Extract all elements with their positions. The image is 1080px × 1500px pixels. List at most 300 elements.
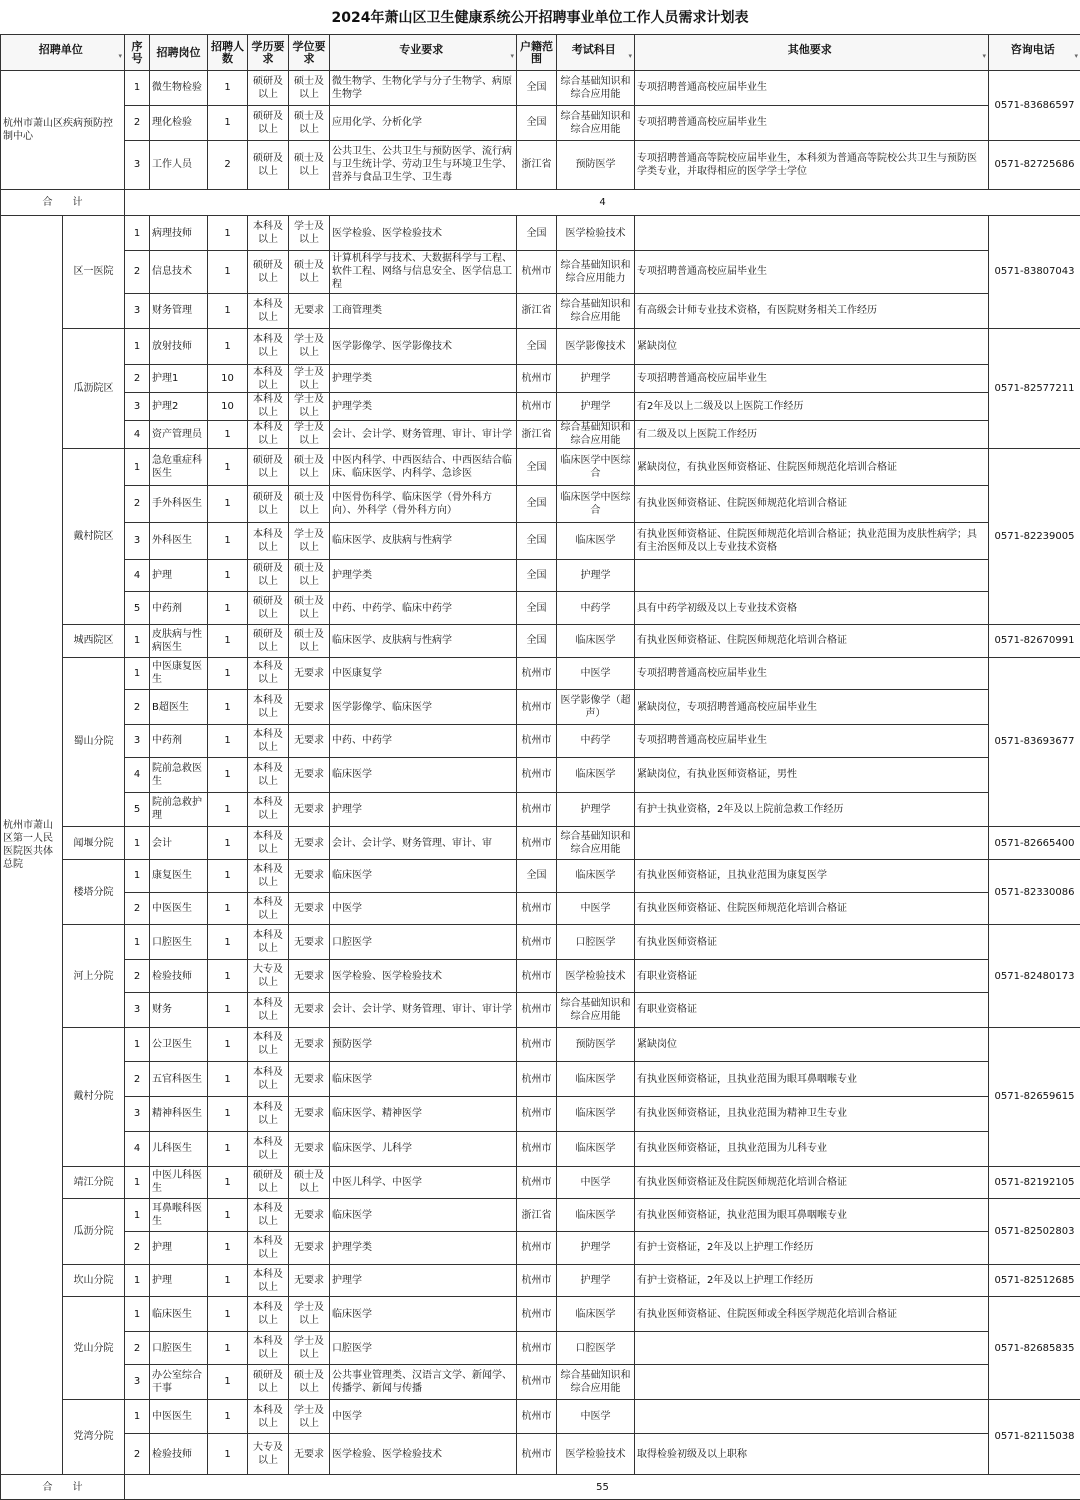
seq-cell: 4 bbox=[125, 559, 150, 592]
position-cell bbox=[150, 449, 208, 486]
total-row bbox=[1, 189, 1080, 216]
other-cell-text: 取得检验初级及以上职称 bbox=[637, 1448, 748, 1460]
other-cell-text: 有执业医师资格证，且执业范围为儿科专业 bbox=[637, 1143, 828, 1155]
hukou-cell bbox=[517, 960, 557, 993]
hukou-cell-text: 杭州市 bbox=[521, 803, 552, 815]
other-cell-text: 有执业医师资格证，且执业范围为康复医学 bbox=[637, 870, 828, 882]
hukou-cell-text: 杭州市 bbox=[521, 1342, 552, 1354]
education-cell-text: 本科及以上 bbox=[253, 394, 284, 419]
degree-cell-text: 学士及以上 bbox=[294, 1302, 325, 1327]
education-cell-text: 本科及以上 bbox=[253, 422, 284, 447]
hukou-cell bbox=[517, 757, 557, 792]
total-value: 55 bbox=[125, 1475, 1080, 1500]
exam-cell-text: 临床医学中医综合 bbox=[560, 455, 631, 480]
degree-cell bbox=[289, 592, 330, 625]
degree-cell-text: 硕士及以上 bbox=[294, 491, 325, 516]
education-cell bbox=[248, 559, 289, 592]
exam-cell-text: 临床医学 bbox=[575, 1209, 616, 1221]
position-cell-text: 院前急救护理 bbox=[152, 797, 203, 822]
table-row bbox=[1, 892, 1080, 925]
department-cell: 党山分院 bbox=[63, 1297, 125, 1399]
header-cell[interactable]: 咨询电话 ▾ bbox=[989, 35, 1080, 71]
major-cell-text: 公共卫生、公共卫生与预防医学、流行病与卫生统计学、劳动卫生与环境卫生学、营养与食品卫生学、卫生毒 bbox=[332, 146, 513, 184]
other-cell-text: 专项招聘普通高校应届毕业生 bbox=[637, 373, 768, 385]
education-cell bbox=[248, 960, 289, 993]
hukou-cell bbox=[517, 1027, 557, 1062]
filter-dropdown-icon[interactable]: ▾ bbox=[510, 51, 515, 60]
education-cell bbox=[248, 1027, 289, 1062]
header-cell[interactable]: 考试科目 ▾ bbox=[557, 35, 635, 71]
other-cell bbox=[635, 624, 989, 657]
major-cell-text: 会计、会计学、财务管理、审计、审计学 bbox=[332, 428, 513, 440]
other-cell-text: 有二级及以上医院工作经历 bbox=[637, 428, 758, 440]
other-cell bbox=[635, 1199, 989, 1232]
exam-cell-text: 护理学 bbox=[580, 1275, 611, 1287]
major-cell bbox=[330, 757, 517, 792]
other-cell bbox=[635, 328, 989, 365]
hukou-cell bbox=[517, 1199, 557, 1232]
position-cell-text: 护理1 bbox=[152, 373, 179, 385]
department-cell: 靖江分院 bbox=[63, 1166, 125, 1199]
header-cell[interactable]: 招聘人数 bbox=[208, 35, 248, 71]
position-cell-text: 护理2 bbox=[152, 400, 179, 412]
degree-cell-text: 学士及以上 bbox=[294, 422, 325, 447]
major-cell-text: 临床医学 bbox=[332, 1073, 373, 1085]
position-cell-text: 办公室综合干事 bbox=[152, 1369, 203, 1394]
other-cell bbox=[635, 1297, 989, 1332]
hukou-cell bbox=[517, 105, 557, 140]
exam-cell-text: 口腔医学 bbox=[575, 1342, 616, 1354]
table-row bbox=[1, 140, 1080, 189]
hukou-cell bbox=[517, 1399, 557, 1434]
degree-cell bbox=[289, 925, 330, 960]
education-cell bbox=[248, 1434, 289, 1475]
position-cell-text: 皮肤病与性病医生 bbox=[152, 628, 203, 653]
seq-cell: 1 bbox=[125, 1399, 150, 1434]
exam-cell-text: 综合基础知识和综合应用能力 bbox=[560, 259, 631, 284]
phone-cell: 0571-82115038 bbox=[989, 1399, 1080, 1475]
other-cell bbox=[635, 657, 989, 690]
other-cell-text: 紧缺岗位 bbox=[637, 340, 678, 352]
exam-cell-text: 护理学 bbox=[580, 569, 611, 581]
other-cell bbox=[635, 725, 989, 758]
header-cell[interactable]: 学历要求 bbox=[248, 35, 289, 71]
table-row bbox=[1, 1166, 1080, 1199]
hukou-cell bbox=[517, 1097, 557, 1132]
degree-cell-text: 学士及以上 bbox=[294, 334, 325, 359]
exam-cell bbox=[557, 792, 635, 827]
hukou-cell-text: 杭州市 bbox=[521, 769, 552, 781]
degree-cell bbox=[289, 328, 330, 365]
degree-cell-text: 无要求 bbox=[294, 667, 325, 679]
count-cell: 1 bbox=[208, 1166, 248, 1199]
seq-cell: 4 bbox=[125, 1131, 150, 1166]
table-row bbox=[1, 1131, 1080, 1166]
count-cell: 1 bbox=[208, 105, 248, 140]
position-cell bbox=[150, 1166, 208, 1199]
count-cell: 1 bbox=[208, 1062, 248, 1097]
major-cell-text: 临床医学 bbox=[332, 870, 373, 882]
other-cell bbox=[635, 1264, 989, 1297]
major-cell-text: 口腔医学 bbox=[332, 936, 373, 948]
degree-cell bbox=[289, 1297, 330, 1332]
education-cell-text: 本科及以上 bbox=[253, 797, 284, 822]
degree-cell bbox=[289, 690, 330, 725]
position-cell-text: 急危重症科医生 bbox=[152, 455, 203, 480]
major-cell-text: 微生物学、生物化学与分子生物学、病原生物学 bbox=[332, 75, 513, 100]
education-cell bbox=[248, 827, 289, 860]
other-cell bbox=[635, 1232, 989, 1265]
education-cell-text: 硕研及以上 bbox=[253, 259, 284, 284]
seq-cell: 2 bbox=[125, 250, 150, 293]
seq-cell: 1 bbox=[125, 925, 150, 960]
exam-cell-text: 护理学 bbox=[580, 1242, 611, 1254]
other-cell-text: 紧缺岗位，有执业医师资格证，男性 bbox=[637, 769, 798, 781]
education-cell-text: 本科及以上 bbox=[253, 728, 284, 753]
position-cell-text: 口腔医生 bbox=[152, 1342, 193, 1354]
position-cell bbox=[150, 925, 208, 960]
exam-cell bbox=[557, 860, 635, 893]
education-cell bbox=[248, 216, 289, 251]
hukou-cell-text: 全国 bbox=[526, 569, 547, 581]
education-cell bbox=[248, 522, 289, 559]
exam-cell-text: 临床医学 bbox=[575, 635, 616, 647]
hukou-cell-text: 杭州市 bbox=[521, 667, 552, 679]
education-cell-text: 本科及以上 bbox=[253, 997, 284, 1022]
count-cell: 1 bbox=[208, 71, 248, 106]
table-row bbox=[1, 725, 1080, 758]
degree-cell bbox=[289, 293, 330, 328]
position-cell bbox=[150, 1131, 208, 1166]
major-cell-text: 临床医学 bbox=[332, 1308, 373, 1320]
major-cell-text: 护理学类 bbox=[332, 1242, 373, 1254]
other-cell-text: 具有中药学初级及以上专业技术资格 bbox=[637, 602, 798, 614]
exam-cell bbox=[557, 216, 635, 251]
exam-cell-text: 综合基础知识和综合应用能 bbox=[560, 997, 631, 1022]
major-cell-text: 应用化学、分析化学 bbox=[332, 117, 423, 129]
hukou-cell-text: 杭州市 bbox=[521, 1448, 552, 1460]
major-cell bbox=[330, 1131, 517, 1166]
education-cell bbox=[248, 328, 289, 365]
count-cell: 1 bbox=[208, 1264, 248, 1297]
degree-cell-text: 学士及以上 bbox=[294, 366, 325, 391]
position-cell bbox=[150, 757, 208, 792]
major-cell bbox=[330, 1027, 517, 1062]
other-cell bbox=[635, 216, 989, 251]
position-cell bbox=[150, 1264, 208, 1297]
hukou-cell bbox=[517, 1264, 557, 1297]
degree-cell bbox=[289, 1166, 330, 1199]
hukou-cell bbox=[517, 140, 557, 189]
degree-cell bbox=[289, 1332, 330, 1365]
header-cell[interactable]: 专业要求 ▾ bbox=[330, 35, 517, 71]
education-cell bbox=[248, 1332, 289, 1365]
other-cell-text: 有护士执业资格，2年及以上院前急救工作经历 bbox=[637, 803, 844, 815]
hukou-cell bbox=[517, 559, 557, 592]
department-cell: 党湾分院 bbox=[63, 1399, 125, 1475]
education-cell bbox=[248, 420, 289, 449]
exam-cell bbox=[557, 522, 635, 559]
major-cell-text: 中医儿科学、中医学 bbox=[332, 1176, 423, 1188]
seq-cell: 2 bbox=[125, 1232, 150, 1265]
exam-cell bbox=[557, 420, 635, 449]
seq-cell: 1 bbox=[125, 1264, 150, 1297]
other-cell bbox=[635, 925, 989, 960]
major-cell-text: 医学影像学、医学影像技术 bbox=[332, 340, 453, 352]
education-cell-text: 大专及以上 bbox=[253, 964, 284, 988]
exam-cell-text: 预防医学 bbox=[575, 159, 616, 171]
other-cell-text: 有2年及以上二级及以上医院工作经历 bbox=[637, 400, 804, 412]
count-cell: 1 bbox=[208, 792, 248, 827]
exam-cell-text: 临床医学 bbox=[575, 535, 616, 547]
education-cell bbox=[248, 992, 289, 1027]
exam-cell bbox=[557, 592, 635, 625]
degree-cell-text: 无要求 bbox=[294, 769, 325, 781]
table-row bbox=[1, 1199, 1080, 1232]
degree-cell bbox=[289, 1097, 330, 1132]
degree-cell bbox=[289, 1364, 330, 1399]
major-cell bbox=[330, 624, 517, 657]
education-cell-text: 本科及以上 bbox=[253, 1203, 284, 1228]
position-cell-text: 中医医生 bbox=[152, 1411, 193, 1422]
count-cell: 1 bbox=[208, 592, 248, 625]
seq-cell: 1 bbox=[125, 624, 150, 657]
header-cell[interactable]: 其他要求 ▾ bbox=[635, 35, 989, 71]
exam-cell-text: 护理学 bbox=[580, 803, 611, 815]
exam-cell-text: 医学影像学（超声） bbox=[560, 695, 631, 720]
education-cell-text: 本科及以上 bbox=[253, 1032, 284, 1057]
other-cell bbox=[635, 1027, 989, 1062]
count-cell: 1 bbox=[208, 1131, 248, 1166]
degree-cell-text: 无要求 bbox=[294, 936, 325, 948]
major-cell-text: 医学影像学、临床医学 bbox=[332, 701, 433, 713]
position-cell bbox=[150, 1434, 208, 1475]
education-cell-text: 硕研及以上 bbox=[253, 563, 284, 588]
degree-cell-text: 硕士及以上 bbox=[294, 152, 325, 177]
table-row bbox=[1, 860, 1080, 893]
major-cell bbox=[330, 250, 517, 293]
major-cell bbox=[330, 522, 517, 559]
degree-cell bbox=[289, 960, 330, 993]
seq-cell: 2 bbox=[125, 1062, 150, 1097]
other-cell bbox=[635, 892, 989, 925]
seq-cell: 5 bbox=[125, 592, 150, 625]
hukou-cell-text: 全国 bbox=[526, 535, 547, 547]
exam-cell-text: 护理学 bbox=[580, 373, 611, 385]
education-cell-text: 硕研及以上 bbox=[253, 110, 284, 135]
major-cell-text: 临床医学、精神医学 bbox=[332, 1108, 423, 1120]
other-cell bbox=[635, 140, 989, 189]
seq-cell: 1 bbox=[125, 1199, 150, 1232]
position-cell-text: B超医生 bbox=[152, 701, 189, 713]
degree-cell bbox=[289, 522, 330, 559]
seq-cell: 1 bbox=[125, 328, 150, 365]
education-cell bbox=[248, 860, 289, 893]
exam-cell-text: 医学检验技术 bbox=[565, 1448, 626, 1460]
degree-cell-text: 硕士及以上 bbox=[294, 1369, 325, 1394]
degree-cell-text: 无要求 bbox=[294, 701, 325, 713]
major-cell-text: 护理学类 bbox=[332, 373, 373, 385]
other-cell bbox=[635, 1062, 989, 1097]
phone-cell: 0571-82330086 bbox=[989, 860, 1080, 925]
other-cell bbox=[635, 1131, 989, 1166]
major-cell-text: 医学检验、医学检验技术 bbox=[332, 970, 443, 982]
education-cell bbox=[248, 485, 289, 522]
exam-cell-text: 中医学 bbox=[580, 903, 611, 915]
filter-dropdown-icon[interactable]: ▾ bbox=[118, 51, 123, 60]
hukou-cell bbox=[517, 992, 557, 1027]
degree-cell bbox=[289, 71, 330, 106]
major-cell bbox=[330, 1399, 517, 1434]
education-cell-text: 本科及以上 bbox=[253, 1404, 284, 1429]
degree-cell-text: 无要求 bbox=[294, 870, 325, 882]
degree-cell-text: 无要求 bbox=[294, 735, 325, 747]
other-cell-text: 有职业资格证 bbox=[637, 1004, 698, 1016]
hukou-cell-text: 杭州市 bbox=[521, 837, 552, 849]
position-cell-text: 财务 bbox=[152, 1004, 173, 1016]
filter-dropdown-icon[interactable]: ▾ bbox=[628, 51, 633, 60]
education-cell-text: 本科及以上 bbox=[253, 896, 284, 921]
education-cell-text: 本科及以上 bbox=[253, 298, 284, 323]
degree-cell bbox=[289, 392, 330, 420]
seq-cell: 2 bbox=[125, 1332, 150, 1365]
major-cell-text: 工商管理类 bbox=[332, 305, 383, 317]
header-cell[interactable]: 序号 bbox=[125, 35, 150, 71]
position-cell-text: 护理 bbox=[152, 1242, 173, 1254]
department-cell: 戴村院区 bbox=[63, 449, 125, 625]
other-cell-text: 紧缺岗位，专项招聘普通高校应届毕业生 bbox=[637, 701, 818, 713]
phone-cell: 0571-83693677 bbox=[989, 657, 1080, 827]
exam-cell bbox=[557, 1297, 635, 1332]
degree-cell bbox=[289, 105, 330, 140]
other-cell-text: 专项招聘普通高等院校应届毕业生，本科须为普通高等院校公共卫生与预防医学类专业，并取得相应的医学学士学位 bbox=[637, 152, 978, 177]
position-cell bbox=[150, 960, 208, 993]
table-row bbox=[1, 827, 1080, 860]
degree-cell-text: 无要求 bbox=[294, 1242, 325, 1254]
seq-cell: 3 bbox=[125, 1097, 150, 1132]
other-cell-text: 有职业资格证 bbox=[637, 970, 698, 982]
degree-cell-text: 无要求 bbox=[294, 1073, 325, 1085]
education-cell bbox=[248, 250, 289, 293]
phone-cell: 0571-82659615 bbox=[989, 1027, 1080, 1166]
degree-cell bbox=[289, 140, 330, 189]
exam-cell-text: 临床医学 bbox=[575, 1108, 616, 1120]
degree-cell bbox=[289, 250, 330, 293]
seq-cell: 4 bbox=[125, 420, 150, 449]
filter-dropdown-icon[interactable]: ▾ bbox=[1074, 51, 1079, 60]
major-cell bbox=[330, 449, 517, 486]
major-cell-text: 临床医学 bbox=[332, 769, 373, 781]
major-cell bbox=[330, 1297, 517, 1332]
education-cell bbox=[248, 690, 289, 725]
hukou-cell bbox=[517, 1332, 557, 1365]
hukou-cell-text: 浙江省 bbox=[521, 305, 552, 317]
other-cell bbox=[635, 757, 989, 792]
major-cell-text: 中药、中药学、临床中药学 bbox=[332, 602, 453, 614]
header-cell[interactable]: 招聘单位 ▾ bbox=[1, 35, 125, 71]
total-row bbox=[1, 1475, 1080, 1500]
seq-cell: 1 bbox=[125, 216, 150, 251]
table-row bbox=[1, 1062, 1080, 1097]
table-row bbox=[1, 1399, 1080, 1434]
phone-cell: 0571-82685835 bbox=[989, 1297, 1080, 1399]
degree-cell bbox=[289, 1434, 330, 1475]
degree-cell bbox=[289, 216, 330, 251]
seq-cell: 3 bbox=[125, 293, 150, 328]
filter-dropdown-icon[interactable]: ▾ bbox=[982, 51, 987, 60]
other-cell bbox=[635, 592, 989, 625]
exam-cell bbox=[557, 449, 635, 486]
exam-cell bbox=[557, 293, 635, 328]
other-cell bbox=[635, 1399, 989, 1434]
education-cell-text: 硕研及以上 bbox=[253, 152, 284, 177]
other-cell-text: 有执业医师资格证，且执业范围为精神卫生专业 bbox=[637, 1108, 848, 1120]
degree-cell bbox=[289, 827, 330, 860]
education-cell bbox=[248, 925, 289, 960]
header-cell[interactable]: 户籍范围 bbox=[517, 35, 557, 71]
degree-cell bbox=[289, 1199, 330, 1232]
phone-cell: 0571-82512685 bbox=[989, 1264, 1080, 1297]
position-cell-text: 护理 bbox=[152, 1275, 173, 1287]
hukou-cell bbox=[517, 250, 557, 293]
education-cell bbox=[248, 1166, 289, 1199]
exam-cell bbox=[557, 892, 635, 925]
table-row bbox=[1, 293, 1080, 328]
major-cell bbox=[330, 657, 517, 690]
education-cell bbox=[248, 71, 289, 106]
hukou-cell-text: 浙江省 bbox=[521, 159, 552, 171]
major-cell bbox=[330, 1332, 517, 1365]
degree-cell bbox=[289, 1131, 330, 1166]
count-cell: 1 bbox=[208, 690, 248, 725]
count-cell: 1 bbox=[208, 1199, 248, 1232]
exam-cell-text: 临床医学中医综合 bbox=[560, 491, 631, 516]
hukou-cell bbox=[517, 860, 557, 893]
position-cell-text: 病理技师 bbox=[152, 227, 193, 239]
exam-cell bbox=[557, 1027, 635, 1062]
other-cell-text: 有执业医师资格证，且执业范围为眼耳鼻咽喉专业 bbox=[637, 1073, 858, 1085]
exam-cell-text: 中医学 bbox=[580, 1176, 611, 1188]
table-row bbox=[1, 690, 1080, 725]
seq-cell: 1 bbox=[125, 1297, 150, 1332]
seq-cell: 1 bbox=[125, 71, 150, 106]
exam-cell bbox=[557, 365, 635, 393]
seq-cell: 2 bbox=[125, 1434, 150, 1475]
education-cell bbox=[248, 1232, 289, 1265]
other-cell-text: 专项招聘普通高校应届毕业生 bbox=[637, 667, 768, 679]
hukou-cell-text: 杭州市 bbox=[521, 1308, 552, 1320]
header-cell[interactable]: 招聘岗位 bbox=[150, 35, 208, 71]
other-cell-text: 专项招聘普通高校应届毕业生 bbox=[637, 266, 768, 278]
position-cell-text: 儿科医生 bbox=[152, 1143, 193, 1155]
position-cell-text: 临床医生 bbox=[152, 1308, 193, 1320]
table-row bbox=[1, 420, 1080, 449]
education-cell bbox=[248, 1264, 289, 1297]
education-cell bbox=[248, 365, 289, 393]
header-cell[interactable]: 学位要求 bbox=[289, 35, 330, 71]
count-cell: 1 bbox=[208, 624, 248, 657]
other-cell-text: 有执业医师资格证、住院医师规范化培训合格证 bbox=[637, 498, 848, 510]
exam-cell bbox=[557, 140, 635, 189]
hukou-cell-text: 杭州市 bbox=[521, 373, 552, 385]
position-cell-text: 中医医生 bbox=[152, 903, 193, 915]
degree-cell-text: 无要求 bbox=[294, 1038, 325, 1050]
major-cell bbox=[330, 328, 517, 365]
count-cell: 1 bbox=[208, 1097, 248, 1132]
exam-cell bbox=[557, 757, 635, 792]
position-cell-text: 中药剂 bbox=[152, 602, 183, 614]
seq-cell: 3 bbox=[125, 140, 150, 189]
